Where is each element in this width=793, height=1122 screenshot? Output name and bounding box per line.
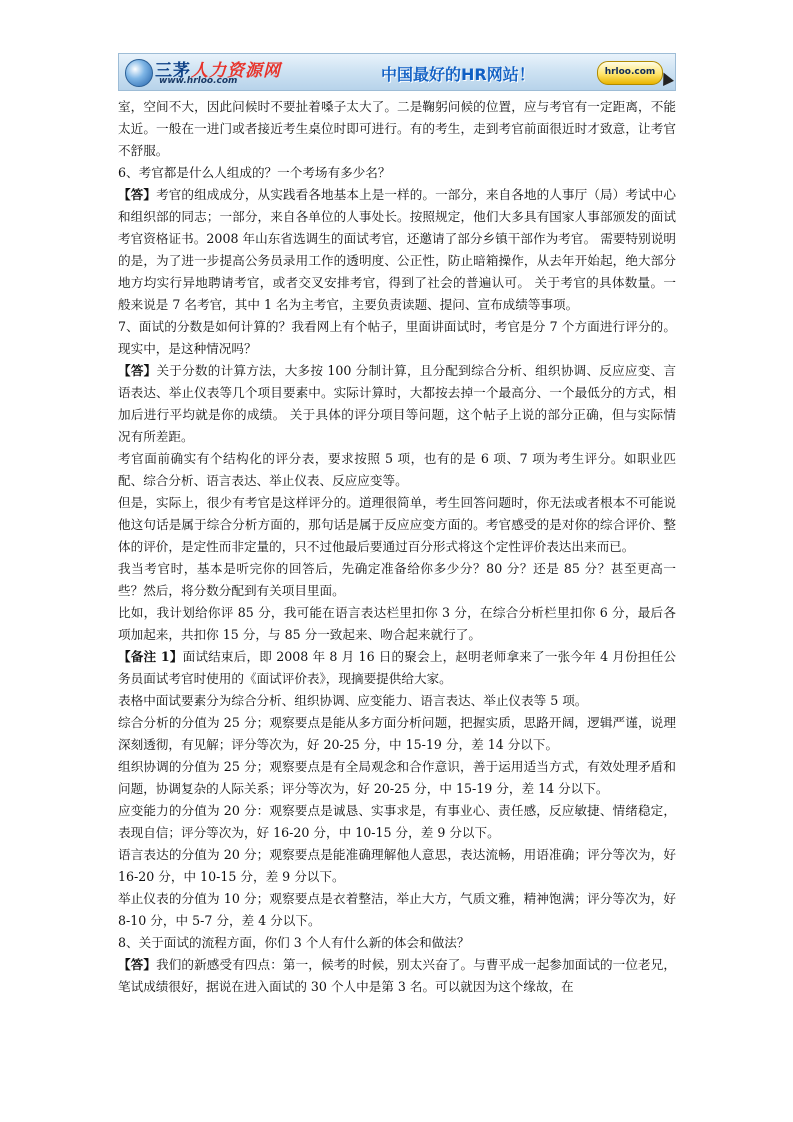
globe-logo-icon [125,59,153,87]
paragraph: 室，空间不大，因此问候时不要扯着嗓子太大了。二是鞠躬问候的位置，应与考官有一定距离，不能太近。一般在一进门或者接近考生桌位时即可进行。有的考生，走到考官前面很近时才致意，让考官不舒服。 [118,99,676,158]
paragraph: 考官面前确实有个结构化的评分表，要求按照 5 项，也有的是 6 项、7 项为考生评分。如职业匹配、综合分析、语言表达、举止仪表、反应应变等。 [118,451,676,488]
paragraph: 综合分析的分值为 25 分；观察要点是能从多方面分析问题，把握实质，思路开阔，逻辑严谨，说理深刻透彻，有见解；评分等次为，好 20-25 分，中 15-19 分，差 14 分以下。 [118,715,676,752]
document-body [118,96,676,998]
paragraph: 但是，实际上，很少有考官是这样评分的。道理很简单，考生回答问题时，你无法或者根本不可能说他这句话是属于综合分析方面的，那句话是属于反应应变方面的。考官感受的是对你的综合评价、整体的评价，是定性而非定量的，只不过他最后要通过百分形式将这个定性评价表达出来而已。 [118,495,676,554]
paragraph: 语言表达的分值为 20 分；观察要点是能准确理解他人意思，表达流畅，用语准确；评分等次为，好 16-20 分，中 10-15 分，差 9 分以下。 [118,847,676,884]
question-heading: 8、关于面试的流程方面，你们 3 个人有什么新的体会和做法？ [118,935,470,950]
answer-tag: 【答】 [118,187,157,202]
answer-paragraph: 【答】我们的新感受有四点：第一，候考的时候，别太兴奋了。与曹平成一起参加面试的一位老兄，笔试成绩很好，据说在进入面试的 30 个人中是第 3 名。可以就因为这个缘故，在 [118,957,677,994]
paragraph: 我当考官时，基本是听完你的回答后，先确定准备给你多少分？80 分？还是 85 分？甚至更高一些？然后，将分数分配到有关项目里面。 [118,561,676,598]
note-paragraph: 【备注 1】面试结束后，即 2008 年 8 月 16 日的聚会上，赵明老师拿来了一张今年 4 月份担任公务员面试考官时使用的《面试评价表》，现摘要提供给大家。 [118,649,676,686]
banner-slogan: 中国最好的HR网站！ [381,65,535,84]
logo-title: 人力资源网 [191,61,281,81]
note-tag: 【备注 1】 [118,649,183,664]
site-link-button[interactable]: hrloo.com [597,61,663,85]
answer-tag: 【答】 [118,957,157,972]
question-heading: 7、面试的分数是如何计算的？我看网上有个帖子，里面讲面试时，考官是分 7 个方面进行评分的。现实中，是这种情况吗？ [118,319,676,356]
question-heading: 6、考官都是什么人组成的？一个考场有多少名？ [118,165,391,180]
paragraph: 应变能力的分值为 20 分：观察要点是诚恳、实事求是，有事业心、责任感，反应敏捷、情绪稳定，表现自信；评分等次为，好 16-20 分，中 10-15 分，差 9 分以下。 [118,803,676,840]
paragraph: 组织协调的分值为 25 分；观察要点是有全局观念和合作意识，善于运用适当方式，有效处理矛盾和问题，协调复杂的人际关系；评分等次为，好 20-25 分，中 15-19 分，差 14 分以下。 [118,759,676,796]
paragraph: 举止仪表的分值为 10 分；观察要点是衣着整洁，举止大方，气质文雅，精神饱满；评分等次为，好 8-10 分，中 5-7 分，差 4 分以下。 [118,891,676,928]
paragraph: 表格中面试要素分为综合分析、组织协调、应变能力、语言表达、举止仪表等 5 项。 [118,693,588,708]
logo-url: www.hrloo.com [159,76,238,86]
answer-tag: 【答】 [118,363,157,378]
paragraph: 比如，我计划给你评 85 分，我可能在语言表达栏里扣你 3 分，在综合分析栏里扣你 6 分，最后各项加起来，共扣你 15 分，与 85 分一致起来、吻合起来就行了。 [118,605,676,642]
site-banner[interactable] [118,53,676,91]
logo-brand: 三茅 [155,61,191,81]
answer-paragraph: 【答】考官的组成成分，从实践看各地基本上是一样的。一部分，来自各地的人事厅（局）考试中心和组织部的同志；一部分，来自各单位的人事处长。按照规定，他们大多具有国家人事部颁发的面试考官资格证书。2008 年山东省选调生的面试考官，还邀请了部分乡镇干部作为考官。 需要特别说明的是，为了进一步提高公务员录用工作的透明度、公正性，防止暗箱操作，从去年开始起，绝大部分地方均实行异地聘请考官，或者交叉安排考官，得到了社会的普遍认可。 关于考官的具体数量。一般来说是 7 名考官，其中 1 名为主考官，主要负责读题、提问、宣布成绩等事项。 [118,187,677,312]
answer-paragraph: 【答】关于分数的计算方法，大多按 100 分制计算，且分配到综合分析、组织协调、反应应变、言语表达、举止仪表等几个项目要素中。实际计算时，大都按去掉一个最高分、一个最低分的方式，相加后进行平均就是你的成绩。 关于具体的评分项目等问题，这个帖子上说的部分正确，但与实际情况有所差距。 [118,363,676,444]
